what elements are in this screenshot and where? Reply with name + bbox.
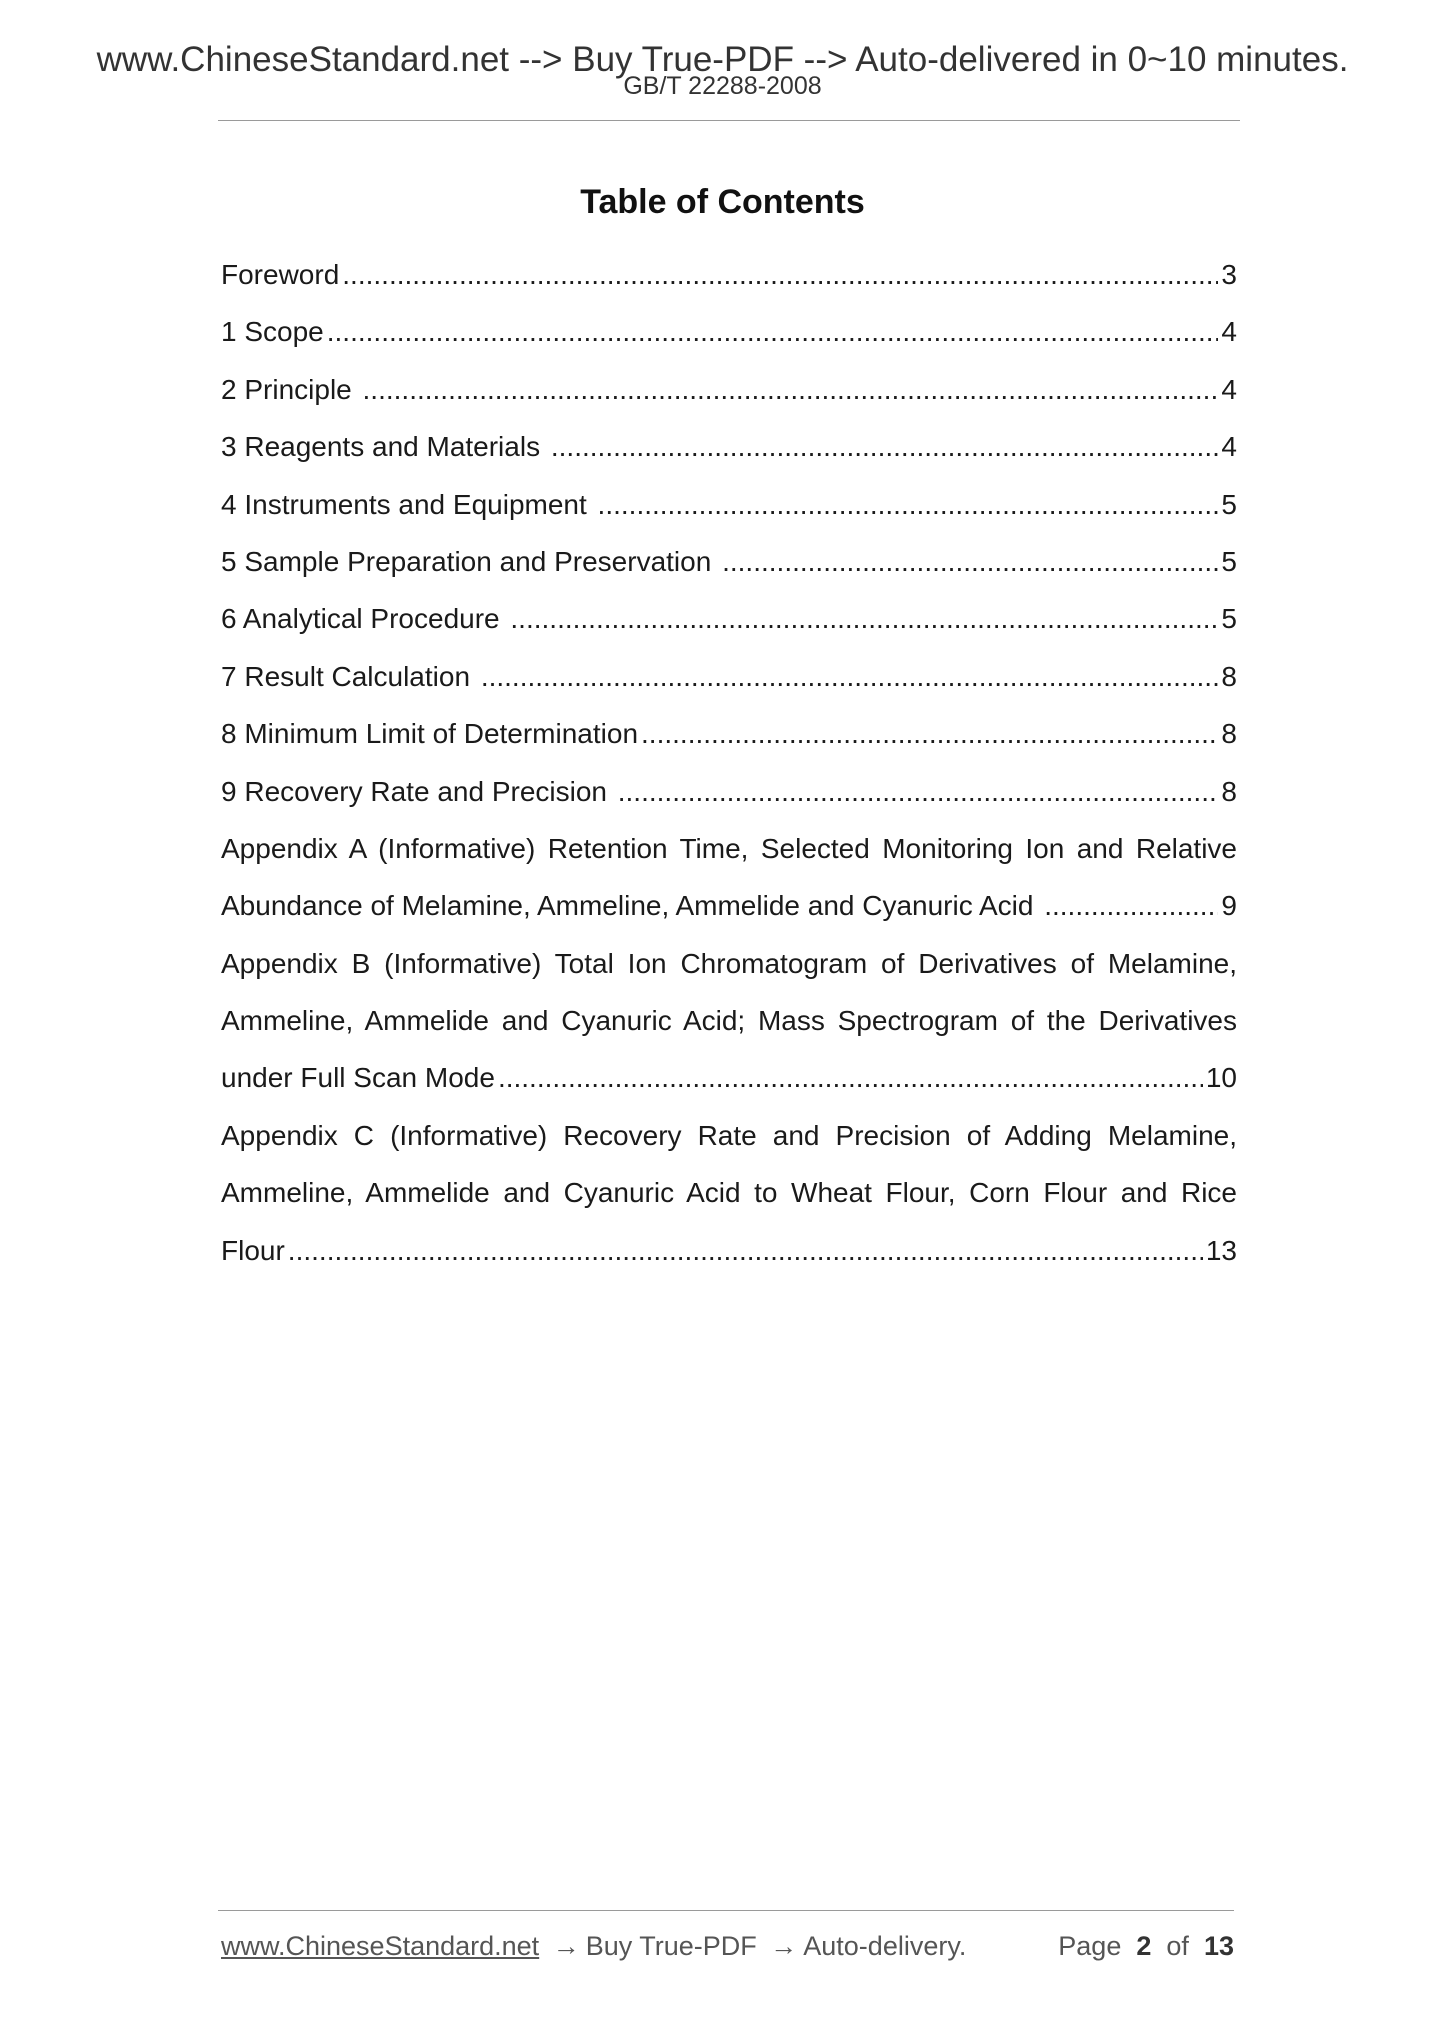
toc-entry[interactable] xyxy=(221,590,1237,647)
toc-entry-label: 6 Analytical Procedure xyxy=(221,603,508,635)
toc-entry[interactable] xyxy=(221,763,1237,820)
dot-leader xyxy=(327,303,1219,360)
footer-delivery-text: Auto-delivery. xyxy=(803,1931,967,1961)
of-label: of xyxy=(1166,1931,1189,1961)
dot-leader xyxy=(481,648,1219,705)
toc-entry-row xyxy=(221,590,1237,647)
toc-page-number: 5 xyxy=(1221,603,1237,635)
toc-page-number: 10 xyxy=(1205,1062,1237,1094)
current-page-number: 2 xyxy=(1136,1931,1152,1961)
toc-entry-label-line: Ammeline, Ammelide and Cyanuric Acid to Wheat Flour, Corn Flour and Rice xyxy=(221,1177,1237,1209)
toc-page-number: 5 xyxy=(1221,545,1237,577)
header-banner: www.ChineseStandard.net --> Buy True-PDF --> Auto-delivered in 0~10 minutes. xyxy=(96,40,1349,79)
toc-entry[interactable] xyxy=(221,418,1237,475)
toc-entry[interactable] xyxy=(221,361,1237,418)
toc-entry-row xyxy=(221,533,1237,590)
footer-divider xyxy=(218,1910,1234,1911)
toc-entry-row xyxy=(221,361,1237,418)
toc-entry-label: under Full Scan Mode xyxy=(221,1062,495,1094)
toc-page-number: 8 xyxy=(1221,775,1237,807)
toc-page-number: 4 xyxy=(1221,316,1237,348)
toc-page-number: 13 xyxy=(1205,1234,1237,1266)
dot-leader xyxy=(510,590,1218,647)
toc-entry-row xyxy=(221,877,1237,934)
toc-entry-label-line: Appendix C (Informative) Recovery Rate and Precision of Adding Melamine, xyxy=(221,1119,1237,1151)
toc-entry-label-line: Appendix A (Informative) Retention Time, Selected Monitoring Ion and Relative xyxy=(221,832,1237,864)
toc-page-number: 8 xyxy=(1221,660,1237,692)
dot-leader xyxy=(1044,877,1218,934)
toc-entry-label: 9 Recovery Rate and Precision xyxy=(221,775,615,807)
toc-entry-label-line: Appendix B (Informative) Total Ion Chromatogram of Derivatives of Melamine, xyxy=(221,947,1237,979)
dot-leader xyxy=(498,1049,1203,1106)
footer-buy-text: Buy True-PDF xyxy=(585,1931,757,1961)
dot-leader xyxy=(551,418,1219,475)
toc-entry-label: 2 Principle xyxy=(221,373,360,405)
toc-entry[interactable] xyxy=(221,246,1237,303)
page-indicator xyxy=(1058,1928,1234,1964)
footer-promo xyxy=(221,1928,966,1964)
arrow-right-icon: → xyxy=(552,1931,580,1961)
toc-entry-row xyxy=(221,763,1237,820)
header-divider xyxy=(218,120,1240,121)
toc-entry[interactable] xyxy=(221,648,1237,705)
footer-site-link[interactable]: www.ChineseStandard.net xyxy=(221,1931,540,1961)
toc-entry-label: Flour xyxy=(221,1234,285,1266)
dot-leader xyxy=(288,1222,1203,1279)
toc-entry-row xyxy=(221,648,1237,705)
toc-entry-label: Foreword xyxy=(221,259,340,290)
toc-entry-label: 1 Scope xyxy=(221,316,324,348)
toc-entry-row xyxy=(221,246,1237,303)
toc-entry[interactable] xyxy=(221,705,1237,762)
toc-entry-row xyxy=(221,1222,1237,1279)
toc-page-number: 4 xyxy=(1221,373,1237,405)
dot-leader xyxy=(342,246,1218,303)
toc-entry-label: 3 Reagents and Materials xyxy=(221,431,548,463)
toc-entry-label: 8 Minimum Limit of Determination xyxy=(221,718,639,750)
toc-entry-label: 7 Result Calculation xyxy=(221,660,478,692)
page-footer xyxy=(221,1928,1234,1964)
toc-entry-label: Abundance of Melamine, Ammeline, Ammelide and Cyanuric Acid xyxy=(221,890,1042,922)
toc-title: Table of Contents xyxy=(580,183,865,221)
dot-leader xyxy=(363,361,1219,418)
toc-entry[interactable] xyxy=(221,476,1237,533)
table-of-contents xyxy=(221,246,1237,1279)
toc-entry-row xyxy=(221,1049,1237,1106)
toc-entry[interactable] xyxy=(221,820,1237,935)
toc-page-number: 9 xyxy=(1221,890,1237,922)
dot-leader xyxy=(618,763,1219,820)
toc-entry[interactable] xyxy=(221,1107,1237,1279)
toc-entry[interactable] xyxy=(221,533,1237,590)
dot-leader xyxy=(641,705,1218,762)
toc-entry-label: 4 Instruments and Equipment xyxy=(221,488,595,520)
toc-entry-label-line: Ammeline, Ammelide and Cyanuric Acid; Mass Spectrogram of the Derivatives xyxy=(221,1005,1237,1037)
toc-entry[interactable] xyxy=(221,935,1237,1107)
standard-code: GB/T 22288-2008 xyxy=(623,72,822,100)
arrow-right-icon: → xyxy=(770,1931,798,1961)
toc-entry-label: 5 Sample Preparation and Preservation xyxy=(221,545,720,577)
toc-entry-row xyxy=(221,303,1237,360)
total-pages-number: 13 xyxy=(1203,1931,1234,1961)
dot-leader xyxy=(722,533,1218,590)
toc-page-number: 4 xyxy=(1221,431,1237,463)
toc-page-number: 3 xyxy=(1221,259,1237,290)
toc-page-number: 5 xyxy=(1221,488,1237,520)
toc-entry-row xyxy=(221,476,1237,533)
page-label: Page xyxy=(1058,1931,1122,1961)
toc-page-number: 8 xyxy=(1221,718,1237,750)
dot-leader xyxy=(598,476,1219,533)
toc-entry-row xyxy=(221,705,1237,762)
toc-entry[interactable] xyxy=(221,303,1237,360)
toc-entry-row xyxy=(221,418,1237,475)
